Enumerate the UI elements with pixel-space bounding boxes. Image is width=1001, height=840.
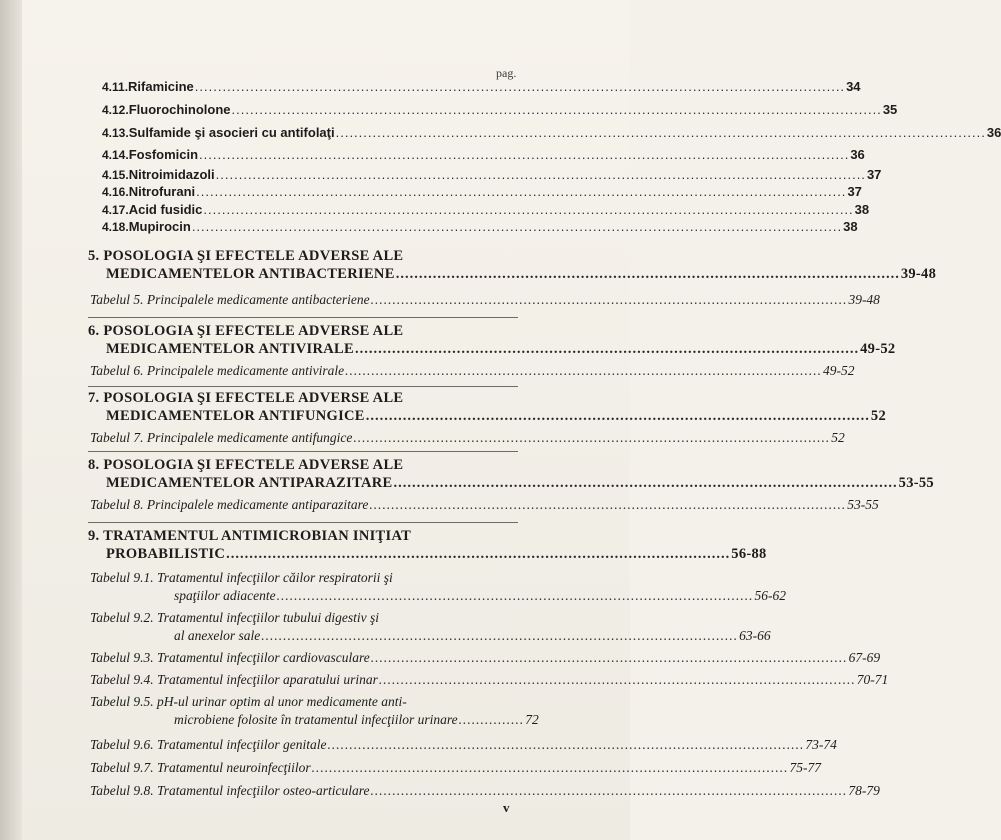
leader-dots: .............................................................................................................	[370, 783, 848, 798]
toc-table-9-2	[174, 628, 771, 644]
leader-dots: .............................................................................................................................................	[335, 125, 986, 140]
entry-label: Nitrofurani	[128, 184, 196, 199]
toc-entry-4-12	[102, 102, 898, 117]
section-divider	[88, 386, 518, 387]
table-pages: 70-71	[856, 672, 889, 687]
chapter-8-title: 8. POSOLOGIA ŞI EFECTELE ADVERSE ALE	[88, 457, 404, 473]
entry-page: 34	[846, 79, 861, 94]
entry-page: 38	[843, 219, 858, 234]
book-spine-shadow	[0, 0, 22, 840]
leader-dots: .............................................................................................................	[261, 628, 739, 643]
chapter-pages: 52	[870, 408, 886, 424]
leader-dots: .............................................................................................................................................	[215, 167, 866, 182]
toc-entry-chapter-6	[106, 341, 896, 358]
leader-dots: .............................................................................................................	[370, 650, 848, 665]
leader-dots: .............................................................................................................	[393, 475, 898, 491]
chapter-7-title: 7. POSOLOGIA ŞI EFECTELE ADVERSE ALE	[88, 390, 404, 406]
table-pages: 75-77	[789, 760, 822, 775]
leader-dots: .............................................................................................................	[378, 672, 856, 687]
toc-entry-4-15	[102, 167, 882, 182]
toc-table-9-5	[174, 712, 539, 728]
entry-number: 4.16.	[102, 185, 129, 199]
table-label: Tabelul 9.4. Tratamentul infecţiilor aparatului urinar	[90, 672, 378, 687]
toc-entry-4-18	[102, 219, 858, 234]
toc-table-6	[90, 363, 855, 379]
entry-page: 35	[882, 102, 898, 117]
chapter-9-title: 9. TRATAMENTUL ANTIMICROBIAN INIŢIAT	[88, 528, 412, 544]
toc-table-9-4	[90, 672, 889, 688]
entry-page: 38	[854, 202, 870, 217]
toc-table-9-6	[90, 737, 837, 753]
table-pages: 72	[525, 712, 539, 727]
chapter-subtitle: MEDICAMENTELOR ANTIPARAZITARE	[106, 475, 393, 491]
table-9-1-title: Tabelul 9.1. Tratamentul infecţiilor căilor respiratorii şi	[90, 570, 393, 585]
table-label: Tabelul 9.3. Tratamentul infecţiilor cardiovasculare	[90, 650, 370, 665]
toc-entry-4-17	[102, 202, 870, 217]
toc-entry-chapter-7	[106, 408, 886, 425]
pag-column-label: pag.	[496, 66, 517, 80]
table-label: Tabelul 9.7. Tratamentul neuroinfecţiilor	[90, 760, 311, 775]
toc-table-5	[90, 292, 880, 308]
chapter-5-title: 5. POSOLOGIA ŞI EFECTELE ADVERSE ALE	[88, 248, 404, 264]
section-divider	[88, 317, 518, 318]
entry-label: Mupirocin	[128, 219, 191, 234]
table-label: Tabelul 7. Principalele medicamente antifungice	[90, 430, 353, 445]
toc-entry-chapter-5	[106, 266, 937, 283]
toc-table-9-8	[90, 783, 880, 799]
table-pages: 73-74	[805, 737, 837, 752]
table-label: Tabelul 9.8. Tratamentul infecţiilor osteo-articulare	[90, 783, 370, 798]
entry-label: Sulfamide şi asocieri cu antifolaţi	[128, 125, 335, 140]
leader-dots: .............................................................................................................	[353, 430, 831, 445]
toc-entry-chapter-9	[106, 546, 767, 563]
table-pages: 53-55	[847, 497, 879, 512]
chapter-subtitle: MEDICAMENTELOR ANTIVIRALE	[106, 341, 354, 357]
table-label: Tabelul 8. Principalele medicamente antiparazitare	[90, 497, 369, 512]
leader-dots: .............................................................................................................	[369, 497, 847, 512]
entry-number: 4.13.	[102, 126, 129, 140]
table-pages: 56-62	[754, 588, 786, 603]
leader-dots: .............................................................................................................................................	[203, 202, 854, 217]
entry-number: 4.12.	[102, 103, 129, 117]
leader-dots: .............................................................................................................................................	[191, 219, 843, 234]
chapter-subtitle: PROBABILISTIC	[106, 546, 226, 562]
table-label: Tabelul 9.6. Tratamentul infecţiilor genitale	[90, 737, 327, 752]
entry-label: Fosfomicin	[128, 147, 199, 162]
chapter-subtitle: MEDICAMENTELOR ANTIFUNGICE	[106, 408, 365, 424]
toc-table-9-3	[90, 650, 881, 666]
entry-number: 4.17.	[102, 203, 129, 217]
leader-dots: ...............	[458, 712, 525, 727]
entry-label: Acid fusidic	[128, 202, 203, 217]
leader-dots: .............................................................................................................	[370, 292, 848, 307]
toc-entry-4-14	[102, 147, 865, 162]
toc-table-9-7	[90, 760, 822, 776]
chapter-pages: 56-88	[731, 546, 767, 562]
table-label: spaţiilor adiacente	[174, 588, 276, 603]
leader-dots: .............................................................................................................................................	[231, 102, 882, 117]
entry-label: Nitroimidazoli	[128, 167, 215, 182]
leader-dots: .............................................................................................................................................	[199, 147, 850, 162]
toc-entry-4-16	[102, 184, 862, 199]
page-number: v	[503, 800, 510, 815]
leader-dots: .............................................................................................................................................	[194, 79, 846, 94]
table-pages: 78-79	[848, 783, 880, 798]
leader-dots: .............................................................................................................	[226, 546, 731, 562]
section-divider	[88, 522, 518, 523]
section-divider	[88, 451, 518, 452]
entry-number: 4.14.	[102, 148, 129, 162]
chapter-6-title: 6. POSOLOGIA ŞI EFECTELE ADVERSE ALE	[88, 323, 404, 339]
table-label: microbiene folosite în tratamentul infecţiilor urinare	[174, 712, 458, 727]
table-pages: 52	[831, 430, 845, 445]
entry-page: 37	[847, 184, 862, 199]
leader-dots: .............................................................................................................	[276, 588, 754, 603]
leader-dots: .............................................................................................................	[355, 341, 860, 357]
table-pages: 39-48	[848, 292, 880, 307]
leader-dots: .............................................................................................................	[311, 760, 789, 775]
toc-entry-chapter-8	[106, 475, 934, 492]
toc-entry-4-11	[102, 79, 861, 94]
entry-page: 36	[986, 125, 1001, 140]
leader-dots: .............................................................................................................................................	[196, 184, 847, 199]
leader-dots: .............................................................................................................	[395, 266, 900, 282]
table-pages: 67-69	[848, 650, 881, 665]
entry-number: 4.18.	[102, 220, 129, 234]
entry-number: 4.11.	[102, 80, 129, 94]
table-label: Tabelul 6. Principalele medicamente antivirale	[90, 363, 345, 378]
toc-table-9-1	[174, 588, 786, 604]
entry-page: 36	[850, 147, 865, 162]
table-pages: 63-66	[739, 628, 771, 643]
toc-entry-4-13	[102, 125, 1001, 140]
entry-label: Fluorochinolone	[128, 102, 231, 117]
table-9-2-title: Tabelul 9.2. Tratamentul infecţiilor tubului digestiv şi	[90, 610, 380, 625]
chapter-pages: 53-55	[898, 475, 934, 491]
chapter-subtitle: MEDICAMENTELOR ANTIBACTERIENE	[106, 266, 395, 282]
table-label: Tabelul 5. Principalele medicamente antibacteriene	[90, 292, 370, 307]
entry-number: 4.15.	[102, 168, 129, 182]
chapter-pages: 39-48	[900, 266, 937, 282]
leader-dots: .............................................................................................................	[327, 737, 805, 752]
table-label: al anexelor sale	[174, 628, 261, 643]
toc-table-8	[90, 497, 879, 513]
toc-table-7	[90, 430, 845, 446]
table-9-5-title: Tabelul 9.5. pH-ul urinar optim al unor medicamente anti-	[90, 694, 407, 709]
entry-page: 37	[866, 167, 882, 182]
chapter-pages: 49-52	[860, 341, 896, 357]
leader-dots: .............................................................................................................	[365, 408, 870, 424]
leader-dots: .............................................................................................................	[345, 363, 822, 378]
entry-label: Rifamicine	[128, 79, 194, 94]
table-pages: 49-52	[822, 363, 855, 378]
